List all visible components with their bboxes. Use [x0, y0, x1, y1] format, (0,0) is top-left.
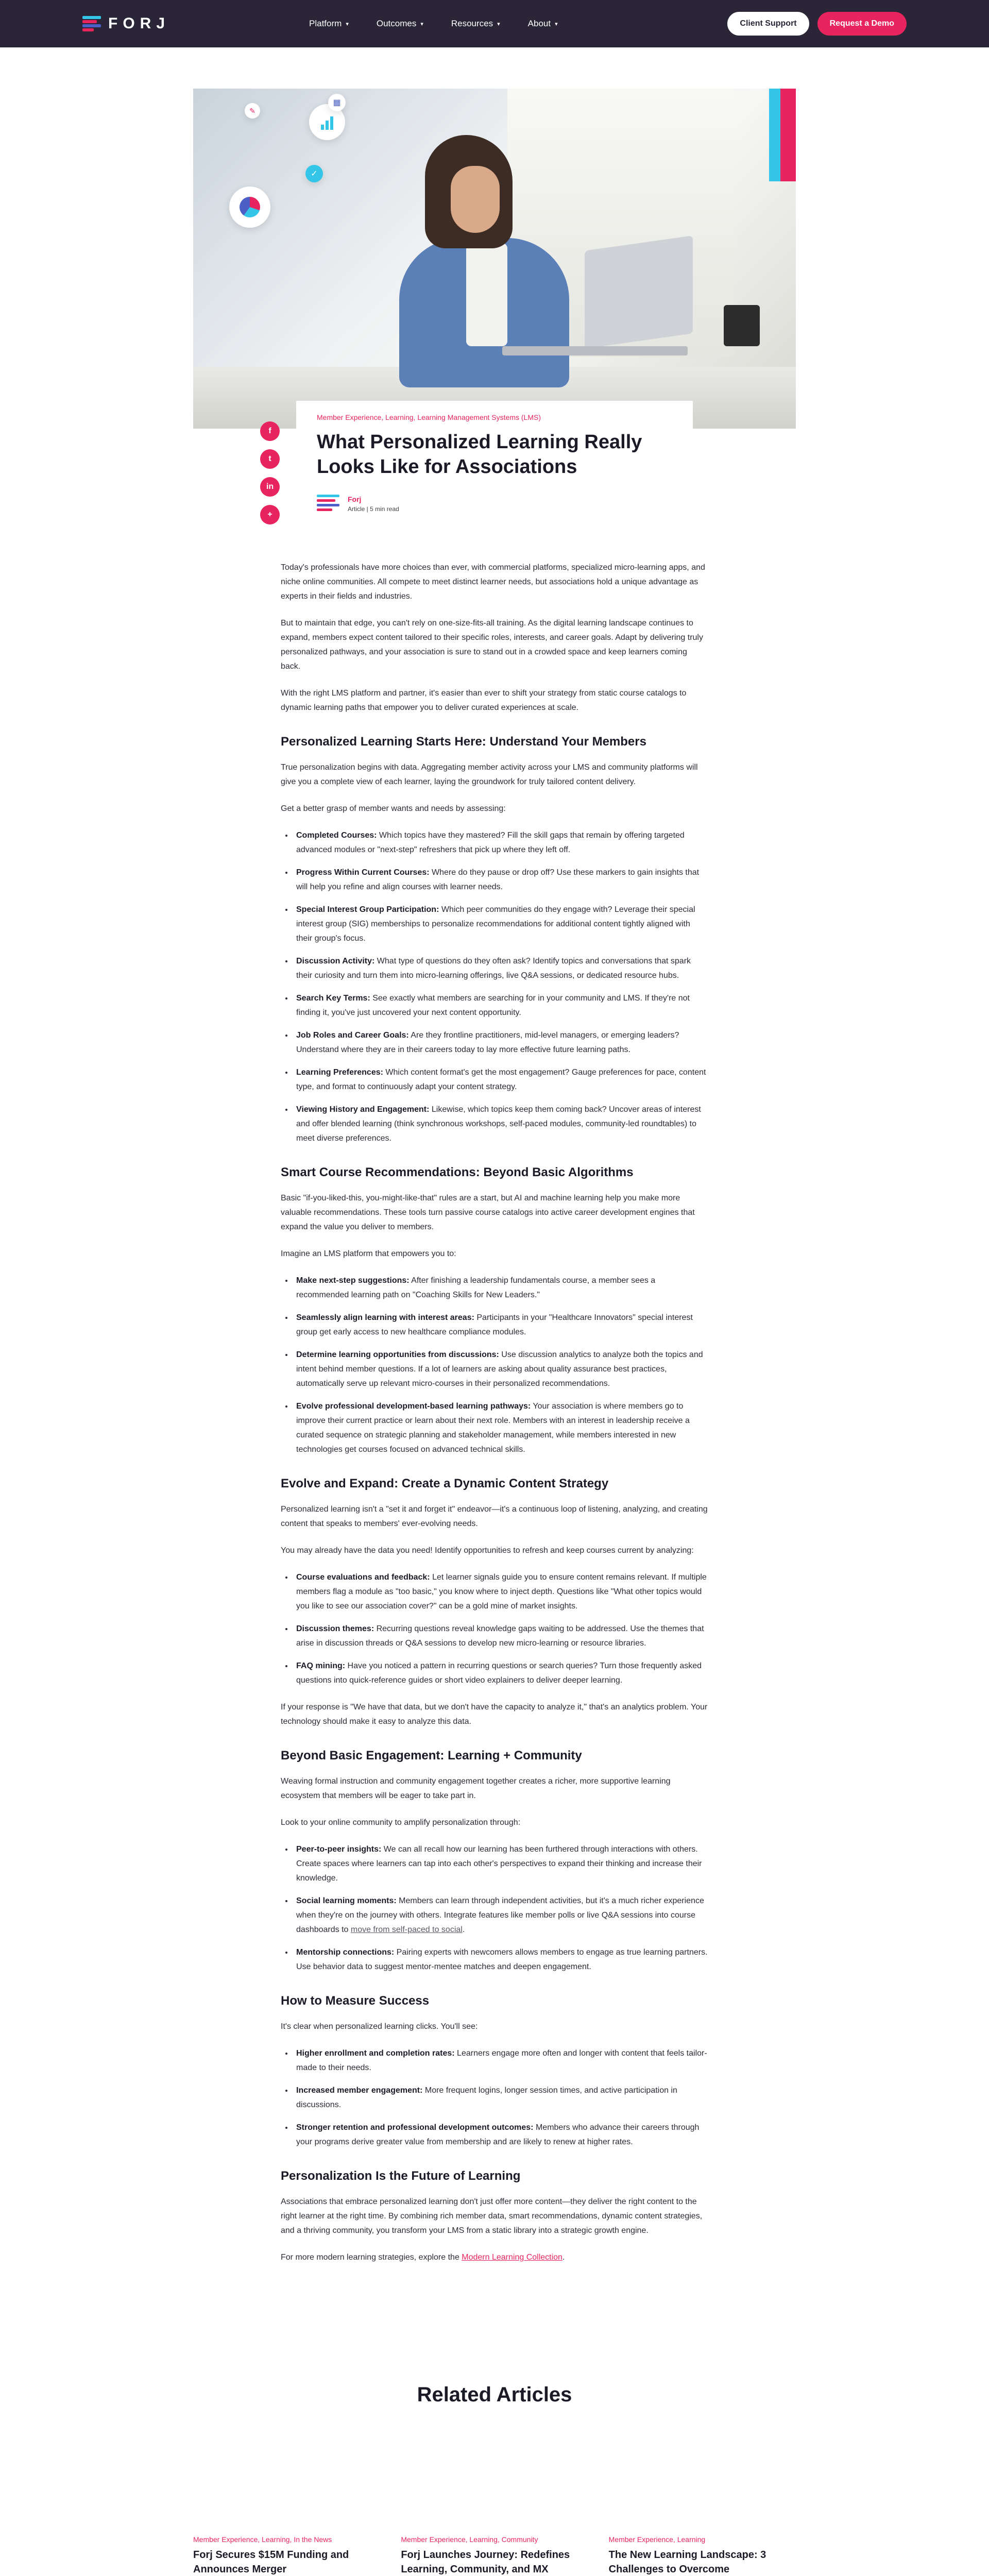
pencil-bubble-icon: ✎ [245, 103, 260, 118]
list-item: • Special Interest Group Participation: Which peer communities do they engage with? Leverage their special interest group (SIG) memberships to personalize recommendations for additional content tightly aligned with their group's focus. [293, 903, 708, 946]
paragraph: It's clear when personalized learning clicks. You'll see: [281, 2022, 478, 2031]
article-author [317, 494, 672, 514]
intro-paragraph: Today's professionals have more choices than ever, with commercial platforms, specialized micro-learning apps, and niche online communities. All compete to meet distinct learner needs, but associations hold a unique advantage as experts in their fields and industries. [281, 563, 705, 601]
author-name[interactable]: Forj [348, 495, 362, 503]
list-item: • Discussion Activity: What type of questions do they often ask? Identify topics and conversations that spark their curiosity and turn them into micro-learning offerings, live Q&A sessions, or dedicated resource hubs. [293, 954, 708, 983]
section-heading: How to Measure Success [281, 1994, 430, 2008]
paragraph: Get a better grasp of member wants and needs by assessing: [281, 804, 506, 813]
nav-platform[interactable] [309, 19, 349, 29]
hero-image [193, 89, 796, 429]
article-header [193, 401, 796, 535]
related-title[interactable]: The New Learning Landscape: 3 Challenges to Overcome [608, 2549, 766, 2575]
bullet-list [293, 828, 708, 1146]
self-paced-to-social-link[interactable]: move from self-paced to social [350, 1925, 463, 1934]
chevron-down-icon: ▾ [497, 21, 500, 27]
list-item: • Seamlessly align learning with interest areas: Participants in your "Healthcare Innovators" special interest group get early access to new healthcare compliance modules. [293, 1311, 708, 1340]
article-title: What Personalized Learning Really Looks Like for Associations [317, 431, 642, 478]
intro-paragraph: But to maintain that edge, you can't rely on one-size-fits-all training. As the digital learning landscape continues to expand, members expect content tailored to their specific roles, interests, and career goals. Adapt by delivering truly personalized pathways, and your association is sure to stand out in a crowded space and keep learners coming back. [281, 619, 703, 671]
article-categories[interactable]: Member Experience, Learning, Learning Management Systems (LMS) [317, 413, 541, 421]
list-item: • FAQ mining: Have you noticed a pattern in recurring questions or search queries? Turn those frequently asked questions into quick-reference guides or short video explainers to deliver deeper learning. [293, 1659, 708, 1688]
section-heading: Evolve and Expand: Create a Dynamic Content Strategy [281, 1477, 609, 1490]
list-item: • Completed Courses: Which topics have they mastered? Fill the skill gaps that remain by offering targeted advanced modules or "next-step" refreshers that pick up where they left off. [293, 828, 708, 857]
section-heading: Personalization Is the Future of Learning [281, 2169, 521, 2183]
list-item: • Higher enrollment and completion rates: Learners engage more often and longer with content that feels tailor-made to their needs. [293, 2046, 708, 2075]
related-card[interactable] [401, 2535, 588, 2576]
section-heading: Personalized Learning Starts Here: Understand Your Members [281, 735, 646, 749]
related-heading: Related Articles [417, 2383, 572, 2406]
laptop [585, 235, 693, 349]
paragraph: Associations that embrace personalized learning don't just offer more content—they deliver the right content to the right learner at the right time. By combining rich member data, smart recommendations, dynamic content strategies, and a thriving community, you transform your LMS from a static library into a strategic growth engine. [281, 2197, 703, 2235]
facebook-icon[interactable]: f [260, 421, 280, 441]
bullet-list [293, 2046, 708, 2149]
list-item: • Increased member engagement: More frequent logins, longer session times, and active participation in discussions. [293, 2083, 708, 2112]
bullet-list [293, 1842, 708, 1974]
list-item: • Mentorship connections: Pairing experts with newcomers allows members to engage as true learning partners. Use behavior data to suggest mentor-mentee matches and deepen engagement. [293, 1945, 708, 1974]
list-item: • Evolve professional development-based learning pathways: Your association is where members go to improve their current practice or learn about their next role. Members with an interest in leadership receive a curated sequence on strategic planning and stakeholder management, while members interested in new technologies get courses focused on advanced technical skills. [293, 1399, 708, 1457]
section-heading: Smart Course Recommendations: Beyond Basic Algorithms [281, 1165, 634, 1179]
related-grid [193, 2535, 796, 2576]
related-category[interactable]: Member Experience, Learning [608, 2535, 706, 2544]
share-bar [260, 421, 280, 524]
list-item: • Determine learning opportunities from discussions: Use discussion analytics to analyze both the topics and intent behind member questions. If a lot of learners are asking about quality assurance best practices, automatically serve up relevant micro-courses in their personalized recommendations. [293, 1348, 708, 1391]
section-heading: Beyond Basic Engagement: Learning + Community [281, 1749, 582, 1762]
paragraph: True personalization begins with data. Aggregating member activity across your LMS and community platforms will give you a complete view of each learner, laying the groundwork for truly tailored content delivery. [281, 763, 698, 786]
modern-learning-collection-link[interactable]: Modern Learning Collection [462, 2253, 562, 2262]
related-title[interactable]: Forj Launches Journey: Redefines Learning, Community, and MX [401, 2549, 570, 2575]
related-card[interactable] [193, 2535, 380, 2576]
related-category[interactable]: Member Experience, Learning, Community [401, 2535, 538, 2544]
bullet-list [293, 1570, 708, 1688]
article-title-card [296, 401, 693, 535]
avatar [317, 494, 339, 514]
intro-paragraph: With the right LMS platform and partner, it's easier than ever to shift your strategy from static course catalogs to dynamic learning paths that empower you to deliver curated experiences at scale. [281, 689, 687, 712]
nav-about-label: About [527, 19, 551, 28]
woman-at-laptop-illustration [379, 135, 595, 382]
check-bubble-icon: ✓ [305, 165, 323, 182]
grid-bubble-icon: ▦ [328, 94, 346, 111]
list-item: • Progress Within Current Courses: Where do they pause or drop off? Use these markers to gain insights that will help you refine and align courses with learner needs. [293, 866, 708, 894]
list-item: • Job Roles and Career Goals: Are they frontline practitioners, mid-level managers, or emerging leaders? Understand where they are in their careers today to lay more effective future learning paths. [293, 1028, 708, 1057]
list-item: • Peer-to-peer insights: We can all recall how our learning has been furthered through interactions with others. Create spaces where learners can tap into each other's perspectives to expand their thinking and increase their knowledge. [293, 1842, 708, 1886]
chevron-down-icon: ▾ [346, 21, 349, 27]
related-title[interactable]: Forj Secures $15M Funding and Announces Merger [193, 2549, 349, 2575]
list-item: • Social learning moments: Members can learn through independent activities, but it's a much richer experience when they're on the journey with others. Integrate features like member polls or live Q&A sessions into course dashboards to move from self-paced to social. [293, 1894, 708, 1937]
forj-logo[interactable] [82, 15, 170, 32]
cyan-accent-bar [769, 89, 780, 181]
paragraph: If your response is "We have that data, but we don't have the capacity to analyze it," that's an analytics problem. Your technology should make it easy to analyze this data. [281, 1703, 708, 1726]
chevron-down-icon: ▾ [420, 21, 423, 27]
nav-outcomes-label: Outcomes [376, 19, 417, 28]
plus-icon[interactable]: + [260, 505, 280, 524]
main-menu [309, 19, 558, 29]
related-category[interactable]: Member Experience, Learning, In the News [193, 2535, 332, 2544]
related-card[interactable] [609, 2535, 796, 2576]
linkedin-icon[interactable]: in [260, 477, 280, 497]
chevron-down-icon: ▾ [555, 21, 558, 27]
pink-accent-bar [780, 89, 796, 181]
paragraph: Personalized learning isn't a "set it and forget it" endeavor—it's a continuous loop of listening, analyzing, and creating content that speaks to members' ever-evolving needs. [281, 1505, 708, 1528]
nav-about[interactable] [528, 19, 558, 29]
paragraph: Weaving formal instruction and community engagement together creates a richer, more supportive learning ecosystem that members will be eager to take part in. [281, 1777, 671, 1800]
nav-platform-label: Platform [309, 19, 342, 28]
list-item: • Viewing History and Engagement: Likewise, which topics keep them coming back? Uncover areas of interest and offer blended learning (think synchronous workshops, self-paced modules, community-led roundtables) to meet diverse preferences. [293, 1103, 708, 1146]
nav-resources[interactable] [451, 19, 500, 29]
related-articles [193, 2383, 796, 2576]
request-demo-button[interactable]: Request a Demo [817, 12, 907, 36]
list-item: • Discussion themes: Recurring questions reveal knowledge gaps waiting to be addressed. Use the themes that arise in discussion threads or Q&A sessions to develop new micro-learning or resource libraries. [293, 1622, 708, 1651]
list-item: • Stronger retention and professional development outcomes: Members who advance their careers through your programs derive greater value from membership and are likely to renew at higher rates. [293, 2121, 708, 2149]
pen-cup [724, 305, 760, 346]
nav-resources-label: Resources [451, 19, 493, 28]
bullet-list [293, 1274, 708, 1457]
client-support-button[interactable]: Client Support [727, 12, 809, 36]
list-item: • Make next-step suggestions: After finishing a leadership fundamentals course, a member sees a recommended learning path on "Coaching Skills for New Leaders." [293, 1274, 708, 1302]
forj-logo-mark-icon [82, 16, 101, 31]
twitter-icon[interactable]: t [260, 449, 280, 469]
paragraph: For more modern learning strategies, explore the Modern Learning Collection. [281, 2253, 565, 2262]
paragraph: Look to your online community to amplify personalization through: [281, 1818, 521, 1827]
nav-outcomes[interactable] [377, 19, 423, 29]
list-item: • Learning Preferences: Which content format's get the most engagement? Gauge preferences for pace, content type, and format to continuously adapt your content strategy. [293, 1065, 708, 1094]
list-item: • Search Key Terms: See exactly what members are searching for in your community and LMS. If they're not finding it, you've just uncovered your next content opportunity. [293, 991, 708, 1020]
paragraph: Imagine an LMS platform that empowers you to: [281, 1249, 456, 1258]
logo-text: FORJ [108, 15, 170, 32]
nav-actions [727, 12, 907, 36]
paragraph: Basic "if-you-liked-this, you-might-like-that" rules are a start, but AI and machine learning help you make more valuable recommendations. These tools turn passive course catalogs into active career development engines that expand the value you deliver to members. [281, 1194, 695, 1231]
article-body [281, 561, 708, 2265]
top-navigation [0, 0, 989, 47]
list-item: • Course evaluations and feedback: Let learner signals guide you to ensure content remains relevant. If multiple members flag a module as "too basic," you know where to inject depth. Questions like "What other topics would you like to see our association cover?" can be a gold mine of market insights. [293, 1570, 708, 1614]
pie-chart-bubble-icon [229, 187, 270, 228]
article-meta: Article | 5 min read [348, 505, 399, 513]
paragraph: You may already have the data you need! Identify opportunities to refresh and keep courses current by analyzing: [281, 1546, 694, 1555]
